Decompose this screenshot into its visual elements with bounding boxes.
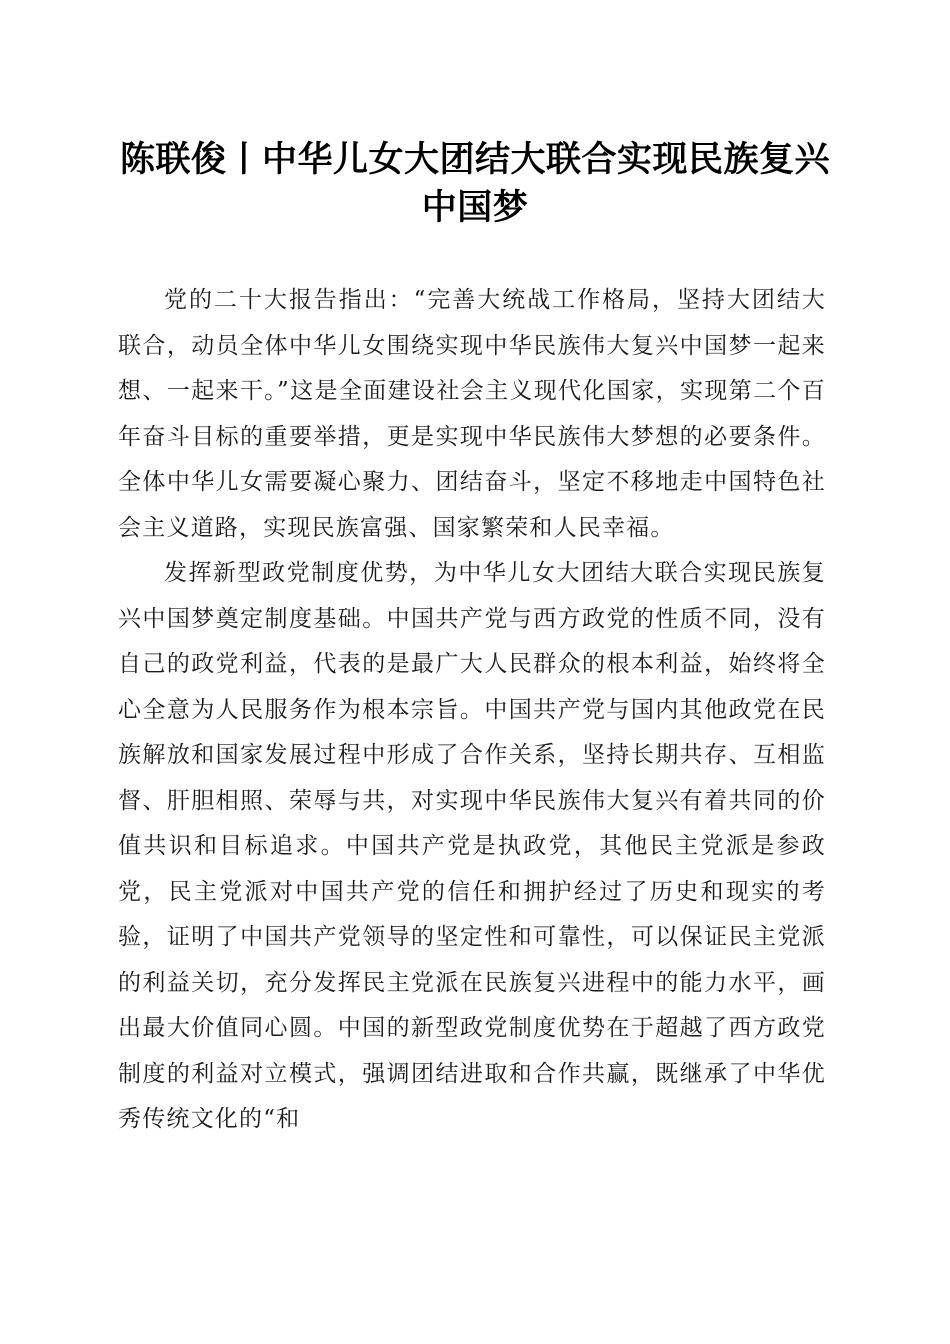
paragraph-2: 发挥新型政党制度优势，为中华儿女大团结大联合实现民族复兴中国梦奠定制度基础。中国共产党与西方政党的性质不同，没有自己的政党利益，代表的是最广大人民群众的根本利益，始终将全心全意为人民服务作为根本宗旨。中国共产党与国内其他政党在民族解放和国家发展过程中形成了合作关系，坚持长期共存、互相监督、肝胆相照、荣辱与共，对实现中华民族伟大复兴有着共同的价值共识和目标追求。中国共产党是执政党，其他民主党派是参政党，民主党派对中国共产党的信任和拥护经过了历史和现实的考验，证明了中国共产党领导的坚定性和可靠性，可以保证民主党派的利益关切，充分发挥民主党派在民族复兴进程中的能力水平，画出最大价值同心圆。中国的新型政党制度优势在于超越了西方政党制度的利益对立模式，强调团结进取和合作共赢，既继承了中华优秀传统文化的“和 xyxy=(118,560,826,1132)
article-body xyxy=(118,278,826,1143)
title-line-1: 陈联俊丨中华儿女大团结大联合实现民族复兴 xyxy=(119,140,830,180)
paragraph-1: 党的二十大报告指出：“完善大统战工作格局，坚持大团结大联合，动员全体中华儿女围绕实现中华民族伟大复兴中国梦一起来想、一起来干。”这是全面建设社会主义现代化国家，实现第二个百年奋斗目标的重要举措，更是实现中华民族伟大梦想的必要条件。全体中华儿女需要凝心聚力、团结奋斗，坚定不移地走中国特色社会主义道路，实现民族富强、国家繁荣和人民幸福。 xyxy=(118,287,826,541)
title-line-2: 中国梦 xyxy=(421,188,529,228)
page-title xyxy=(100,136,850,232)
